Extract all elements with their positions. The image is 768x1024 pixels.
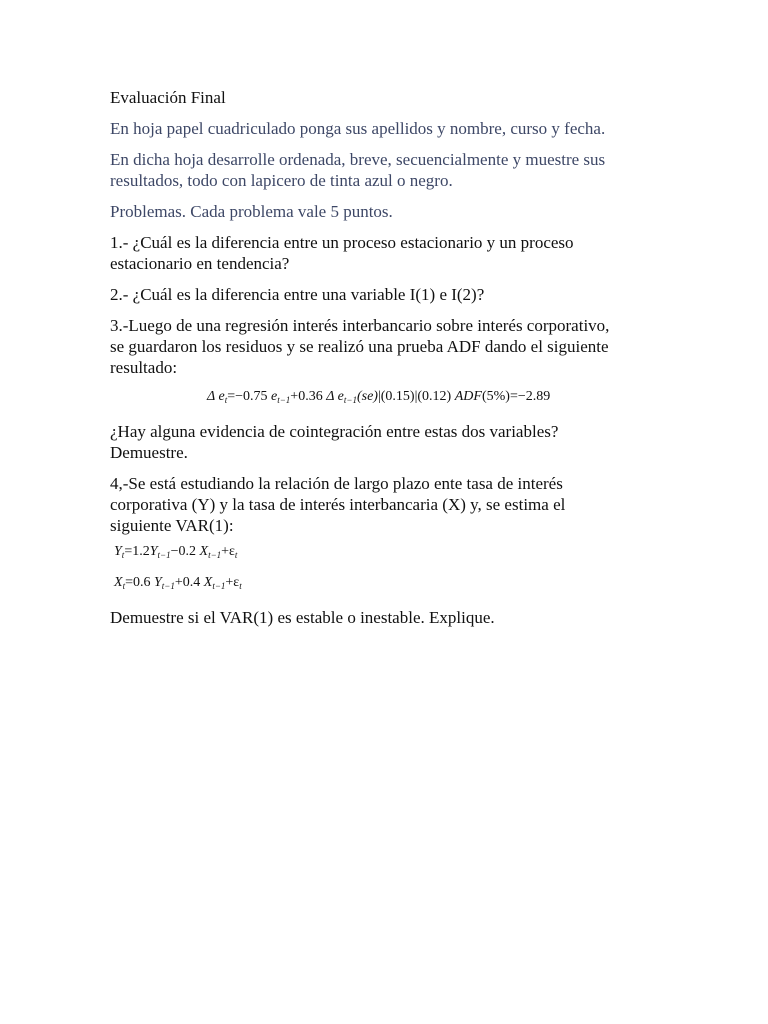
- question-3-line1: 3.-Luego de una regresión interés interbancario sobre interés corporativo,: [110, 316, 610, 335]
- question-4-line2: corporativa (Y) y la tasa de interés interbancaria (X) y, se estima el: [110, 495, 566, 514]
- instruction-develop-line1: En dicha hoja desarrolle ordenada, breve, secuencialmente y muestre sus: [110, 150, 606, 169]
- question-3-followup-line2: Demuestre.: [110, 443, 188, 462]
- question-2: 2.- ¿Cuál es la diferencia entre una variable I(1) e I(2)?: [110, 285, 485, 304]
- question-1-line1: 1.- ¿Cuál es la diferencia entre un proceso estacionario y un proceso: [110, 233, 574, 252]
- question-1-line2: estacionario en tendencia?: [110, 254, 290, 273]
- question-3-line2: se guardaron los residuos y se realizó una prueba ADF dando el siguiente: [110, 337, 609, 356]
- instruction-develop-line2: resultados, todo con lapicero de tinta azul o negro.: [110, 171, 453, 190]
- question-3-line3: resultado:: [110, 358, 178, 377]
- instruction-name: En hoja papel cuadriculado ponga sus apellidos y nombre, curso y fecha.: [110, 119, 606, 138]
- closing-instruction: Demuestre si el VAR(1) es estable o inestable. Explique.: [110, 608, 495, 627]
- question-3-followup-line1: ¿Hay alguna evidencia de cointegración entre estas dos variables?: [110, 422, 559, 441]
- document-title: Evaluación Final: [110, 88, 226, 107]
- question-4-line3: siguiente VAR(1):: [110, 516, 234, 535]
- question-4-line1: 4,-Se está estudiando la relación de largo plazo ente tasa de interés: [110, 474, 563, 493]
- var-equation-x: $X_t=0.6$ $Y_{t-1}+0.4$ $X_{t-1}+\varepsilon_t$: [114, 575, 242, 591]
- instruction-points: Problemas. Cada problema vale 5 puntos.: [110, 202, 393, 221]
- adf-equation: Δ $e_t=-0.75$ $e_{t-1}+0.36$ Δ $e_{t-1}(se)|(0.15)|(0.12)$ ADF(5%)=−2.89: [207, 389, 551, 405]
- var-equation-y: $Y_t=1.2Y_{t-1}-0.2$ $X_{t-1}+\varepsilon_t$: [114, 544, 238, 560]
